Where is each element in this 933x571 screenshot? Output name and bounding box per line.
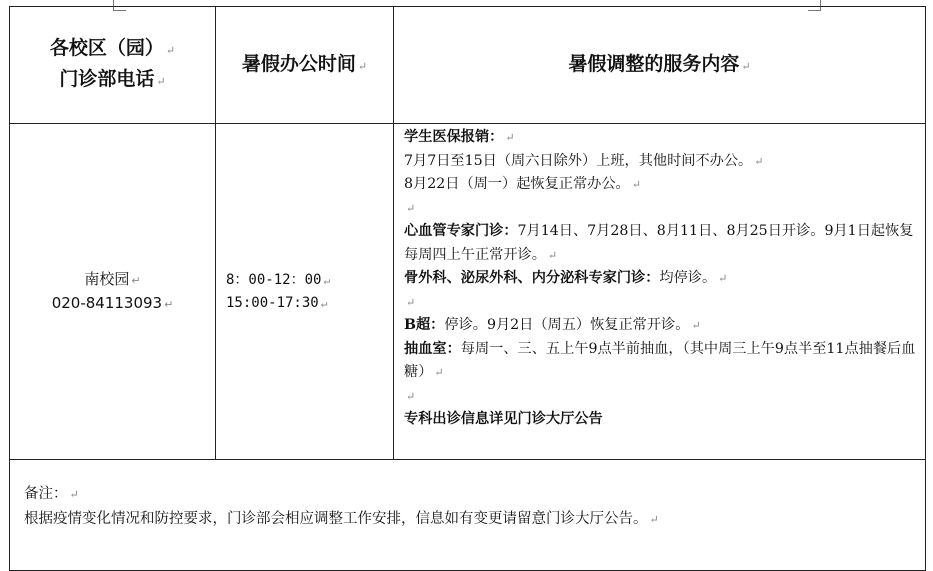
ortho-text: 均停诊。 <box>659 270 717 286</box>
cardio-text: 7月14日、7月28日、8月11日、8月25日开诊。9月1日起恢复每周四上午正常开诊。 <box>404 223 914 263</box>
insurance-line1: 7月7日至15日（周六日除外）上班，其他时间不办公。 <box>404 152 753 169</box>
bultrasound-title: B超： <box>404 317 445 333</box>
note-row <box>10 460 926 571</box>
paragraph-mark: ↵ <box>131 273 141 287</box>
cardio-title: 心血管专家门诊： <box>404 223 518 239</box>
hours-afternoon: 15:00-17:30 <box>226 294 319 311</box>
paragraph-mark: ↵ <box>357 59 368 73</box>
schedule-table <box>9 6 926 571</box>
paragraph-mark: ↵ <box>741 59 751 73</box>
bultrasound-text: 停诊。9月2日（周五）恢复正常开诊。 <box>444 317 690 333</box>
blank-line <box>404 197 919 221</box>
blood-room-text: 每周一、三、五上午9点半前抽血，（其中周三上午9点半至11点抽餐后血糖） <box>404 340 916 380</box>
paragraph-mark: ↵ <box>406 295 416 309</box>
special-clinic-notice: 专科出诊信息详见门诊大厅公告 <box>404 411 603 427</box>
paragraph-mark: ↵ <box>505 131 515 144</box>
campus-cell <box>10 124 216 460</box>
campus-name: 南校园 <box>84 269 130 288</box>
header-row <box>10 7 926 124</box>
header-campus-line2: 门诊部电话 <box>59 68 155 90</box>
paragraph-mark: ↵ <box>69 488 79 501</box>
service-content-cell <box>394 124 926 460</box>
campus-row <box>10 124 926 460</box>
paragraph-mark: ↵ <box>156 75 166 88</box>
paragraph-mark: ↵ <box>631 178 641 191</box>
blood-room-title: 抽血室： <box>404 340 461 357</box>
note-label: 备注： <box>24 486 68 502</box>
paragraph-mark: ↵ <box>406 389 416 403</box>
paragraph-mark: ↵ <box>320 296 328 310</box>
paragraph-mark: ↵ <box>754 154 764 168</box>
header-office-hours-label: 暑假办公时间 <box>241 52 356 75</box>
paragraph-mark: ↵ <box>649 513 659 526</box>
paragraph-mark: ↵ <box>164 297 174 311</box>
campus-phone: 020-84113093 <box>51 293 163 312</box>
blank-line <box>404 385 919 409</box>
insurance-line2: 8月22日（周一）起恢复正常办公。 <box>404 176 630 192</box>
insurance-title: 学生医保报销： <box>404 129 504 145</box>
paragraph-mark: ↵ <box>434 366 444 379</box>
hours-morning: 8：00-12：00 <box>226 271 322 288</box>
paragraph-mark: ↵ <box>165 44 176 57</box>
header-service-content <box>394 7 926 124</box>
header-office-hours <box>216 7 394 124</box>
header-campus-line1: 各校区（园） <box>49 37 164 59</box>
blank-line <box>404 291 919 315</box>
header-campus-phone <box>10 7 216 124</box>
paragraph-mark: ↵ <box>323 273 331 287</box>
note-text: 根据疫情变化情况和防控要求，门诊部会相应调整工作安排，信息如有变更请留意门诊大厅公告。 <box>24 511 648 527</box>
ortho-title: 骨外科、泌尿外科、内分泌科专家门诊： <box>404 270 660 286</box>
paragraph-mark: ↵ <box>691 319 701 332</box>
office-hours-cell <box>216 124 394 460</box>
header-service-content-label: 暑假调整的服务内容 <box>568 52 740 75</box>
paragraph-mark: ↵ <box>718 272 728 285</box>
paragraph-mark: ↵ <box>406 201 416 215</box>
paragraph-mark: ↵ <box>547 248 558 262</box>
note-cell <box>10 460 926 571</box>
